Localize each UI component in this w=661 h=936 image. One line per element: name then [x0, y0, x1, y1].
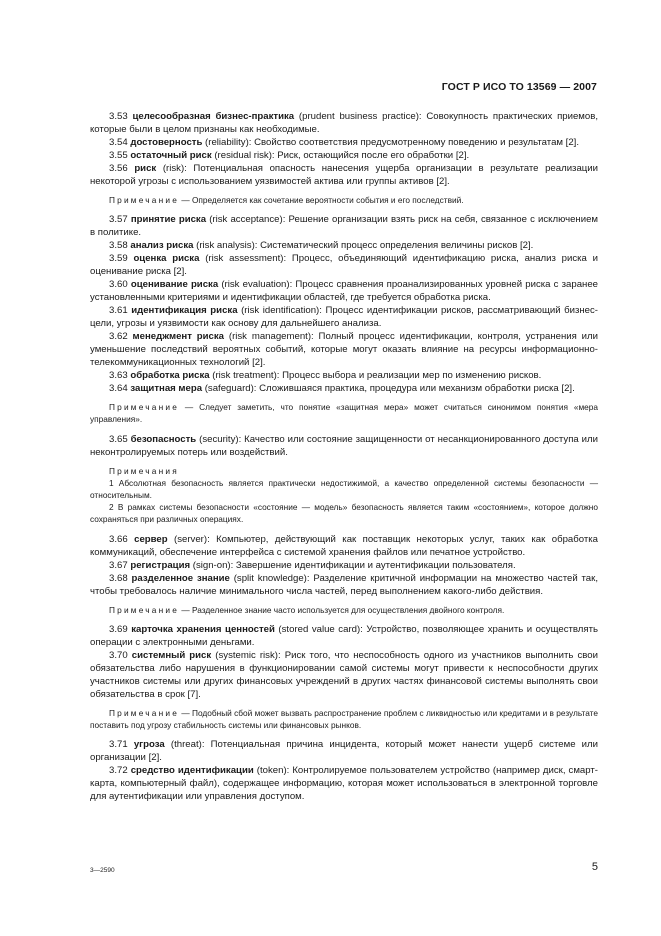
entry-term: защитная мера — [130, 383, 203, 395]
entry-term: регистрация — [130, 559, 191, 571]
definition-entry — [90, 433, 598, 459]
entry-text: (reliability): Свойство соответствия предусмотренному поведению и результатам [2]. — [202, 137, 579, 148]
entry-number: 3.53 — [109, 111, 128, 122]
entry-term: менеджмент риска — [132, 331, 225, 343]
entry-term: достоверность — [130, 137, 203, 148]
entry-term: целесообразная бизнес-практика — [132, 111, 295, 122]
definition-entry — [90, 330, 598, 369]
entry-number: 3.60 — [109, 279, 128, 291]
entry-number: 3.56 — [109, 163, 128, 174]
entry-number: 3.55 — [109, 150, 128, 161]
entry-term: сервер — [134, 533, 168, 545]
entry-text: (split knowledge): Разделение критичной информации на множество частей так, чтобы требовалось наличие минимального числа частей, перед выполнением какого-либо действия. — [90, 572, 598, 597]
notes-block — [90, 465, 598, 526]
entry-text: (safeguard): Сложившаяся практика, процедура или механизм обработки риска [2]. — [202, 383, 575, 395]
entry-number: 3.71 — [109, 739, 128, 751]
note-text: — Подобный сбой может вызвать распространение проблем с ликвидностью или кредитами и в результате поставить под угрозу стабильность системы или финансовых рынков. — [90, 707, 598, 731]
entry-term: остаточный риск — [130, 150, 212, 161]
definition-entry — [90, 649, 598, 701]
entry-text: (risk management): Полный процесс идентификации, контроля, устранения или уменьшение последствий вероятных событий, которые могут оказать влияние на ресурсы информационно-телекоммуникационных технологий [2]. — [90, 331, 598, 369]
entry-term: принятие риска — [130, 214, 207, 226]
entry-term: оценивание риска — [130, 279, 219, 291]
note-text: 1 Абсолютная безопасность является практически недостижимой, а качество определенной системы безопасности — относительным. — [90, 477, 598, 501]
definition-entry — [90, 213, 598, 239]
entry-text: (risk treatment): Процесс выбора и реализации мер по изменению рисков. — [209, 370, 542, 382]
entry-term: безопасность — [130, 433, 197, 445]
entry-number: 3.63 — [109, 370, 128, 382]
entry-term: угроза — [133, 739, 165, 751]
entry-number: 3.70 — [109, 649, 128, 661]
entry-number: 3.54 — [109, 137, 128, 148]
entry-term: разделенное знание — [131, 572, 230, 584]
note — [90, 707, 598, 731]
definition-entry — [90, 764, 598, 803]
definition-entry — [90, 278, 598, 304]
definition-entry — [90, 252, 598, 278]
entry-term: средство идентификации — [130, 765, 254, 777]
entry-text: (stored value card): Устройство, позволяющее хранить и осуществлять операции с электронными деньгами. — [90, 623, 598, 648]
entry-text: (token): Контролируемое пользователем устройство (например диск, смарт-карта, компьютерный файл), содержащее информацию, которая может использоваться в электронной торговле для аутентификации или управления доступом. — [90, 765, 598, 803]
entry-term: риск — [134, 163, 157, 174]
entry-number: 3.57 — [109, 214, 128, 226]
entry-number: 3.69 — [109, 623, 128, 635]
entry-text: (security): Качество или состояние защищенности от несанкционированного доступа или неконтролируемых потерь или воздействий. — [90, 433, 599, 458]
note — [90, 604, 598, 616]
note — [90, 194, 598, 206]
note-label: Примечание — [109, 604, 180, 615]
note-label: Примечание — [109, 195, 180, 205]
entry-number: 3.65 — [109, 433, 128, 445]
entry-text: (risk evaluation): Процесс сравнения проанализированных уровней риска с заранее установленными критериями и идентификации областей, где требуется обработка риска. — [90, 279, 599, 304]
entry-text: (risk acceptance): Решение организации взять риск на себя, связанное с исключением в политике. — [90, 214, 598, 239]
entry-number: 3.66 — [109, 533, 128, 545]
entry-text: (residual risk): Риск, остающийся после его обработки [2]. — [211, 150, 470, 161]
definition-entry — [90, 110, 598, 136]
entry-text: (risk assessment): Процесс, объединяющий идентификацию риска, анализ риска и оценивание риска [2]. — [90, 253, 598, 278]
page-number: 5 — [591, 861, 598, 873]
standard-header: ГОСТ Р ИСО ТО 13569 — 2007 — [441, 81, 597, 93]
entry-text: (sign-on): Завершение идентификации и аутентификации пользователя. — [190, 559, 516, 571]
definition-entry — [90, 533, 598, 559]
entry-term: обработка риска — [130, 370, 210, 382]
note — [90, 401, 598, 425]
entry-number: 3.64 — [109, 383, 128, 395]
definition-entry — [90, 162, 598, 188]
entry-text: (risk analysis): Систематический процесс определения величины рисков [2]. — [193, 240, 534, 252]
entry-text: (prudent business practice): Совокупность практических приемов, которые были в целом признаны как необходимые. — [90, 111, 598, 135]
definition-entry — [90, 149, 598, 162]
entry-text: (server): Компьютер, действующий как поставщик некоторых услуг, таких как обработка коммуникаций, обеспечение интерфейса с системой хранения файлов или печатное устройство. — [90, 533, 598, 558]
definitions-list — [90, 110, 598, 803]
definition-entry — [90, 559, 598, 572]
entry-term: идентификация риска — [131, 305, 238, 317]
note-label: Примечание — [109, 402, 180, 413]
note-label: Примечание — [109, 707, 180, 718]
entry-text: (threat): Потенциальная причина инцидента, который может нанести ущерб системе или организации [2]. — [90, 739, 598, 764]
entry-term: системный риск — [131, 649, 212, 661]
note-text: — Разделенное знание часто используется для осуществления двойного контроля. — [179, 604, 505, 615]
entry-number: 3.61 — [109, 305, 128, 317]
definition-entry — [90, 304, 598, 330]
entry-number: 3.59 — [109, 253, 128, 265]
definition-entry — [90, 382, 598, 395]
entry-text: (systemic risk): Риск того, что неспособность одного из участников выполнить свои обязательства либо нарушения в функционировании самой системы могут привести к неспособности других участников системы или других финансовых учреждений в других частях финансовой системы выполнять свои обязательства в срок [7]. — [90, 649, 598, 700]
definition-entry — [90, 623, 598, 649]
note-text: — Определяется как сочетание вероятности события и его последствий. — [179, 195, 464, 205]
entry-term: оценка риска — [133, 253, 200, 265]
definition-entry — [90, 369, 598, 382]
entry-text: (risk identification): Процесс идентификации рисков, рассматривающий бизнес-цели, угрозы и уязвимости как основу для дальнейшего анализа. — [90, 305, 599, 330]
print-code: 3—2590 — [90, 867, 115, 874]
entry-number: 3.67 — [109, 559, 128, 571]
definition-entry — [90, 239, 598, 252]
entry-number: 3.62 — [109, 331, 128, 343]
entry-text: (risk): Потенциальная опасность нанесения ущерба организации в результате реализации некоторой угрозы с использованием уязвимостей актива или группы активов [2]. — [90, 163, 598, 187]
definition-entry — [90, 572, 598, 598]
entry-term: анализ риска — [130, 240, 194, 252]
notes-heading: Примечания — [109, 465, 179, 476]
definition-entry — [90, 136, 598, 149]
entry-number: 3.58 — [109, 240, 128, 252]
note-text: — Следует заметить, что понятие «защитная мера» может считаться синонимом понятия «мера управления». — [90, 402, 598, 425]
entry-number: 3.68 — [109, 572, 128, 584]
entry-number: 3.72 — [109, 765, 128, 777]
definition-entry — [90, 738, 598, 764]
entry-term: карточка хранения ценностей — [131, 623, 275, 635]
note-text: 2 В рамках системы безопасности «состояние — модель» безопасность является таким «состоянием», которое должно сохраняться при различных операциях. — [90, 502, 598, 525]
